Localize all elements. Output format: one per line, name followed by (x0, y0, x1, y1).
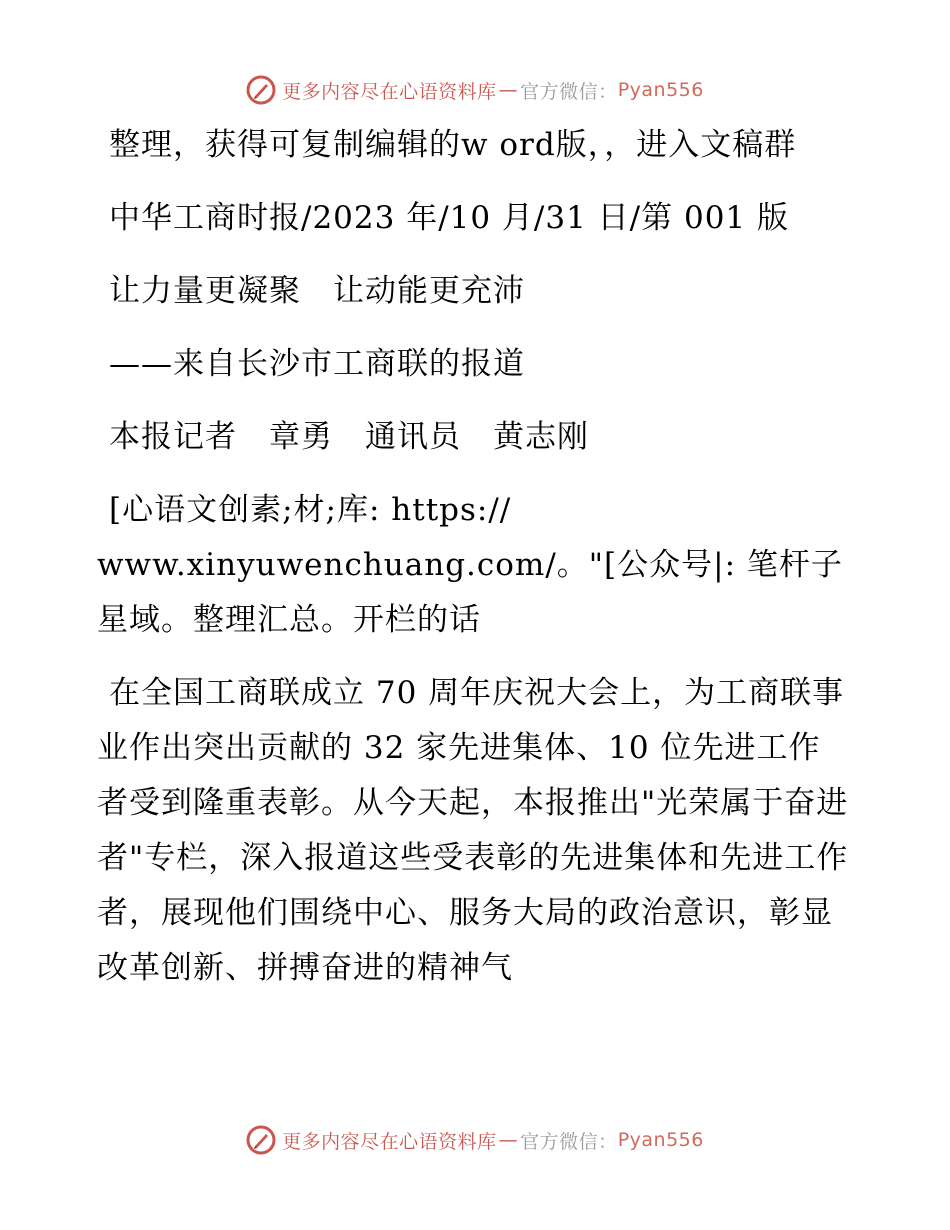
footer-watermark (0, 1120, 950, 1160)
publication-line: 中华工商时报/2023 年/10 月/31 日/第 001 版 (109, 200, 790, 236)
pen-logo-icon (246, 75, 276, 105)
watermark-text: 更多内容尽在心语资料库 (282, 80, 497, 103)
intro-line: 整理，获得可复制编辑的w ord版，，进入文稿群 (109, 127, 797, 163)
article-subtitle: ——来自长沙市工商联的报道 (109, 346, 525, 382)
byline: 本报记者 章勇 通讯员 黄志刚 (109, 419, 589, 455)
document-body (97, 118, 852, 996)
source-line: [心语文创素;材;库: https:// (109, 492, 512, 528)
watermark-text: 更多内容尽在心语资料库 (282, 1130, 497, 1153)
watermark-dash: — (498, 79, 519, 101)
pen-logo-icon (246, 1125, 276, 1155)
body-paragraph: 在全国工商联成立 70 周年庆祝大会上，为工商联事业作出突出贡献的 32 家先进集体、10 位先进工作者受到隆重表彰。从今天起，本报推出"光荣属于奋进者"专栏，深入报道这些受表彰的先进集体和先进工作者，展现他们围绕中心、服务大局的政治意识，彰显改革创新、拼搏奋进的精神气 (97, 675, 849, 986)
watermark-wechat-id: Pyan556 (617, 79, 704, 101)
watermark-wechat-id: Pyan556 (617, 1129, 704, 1151)
source-url-line: www.xinyuwenchuang.com/。"[公众号|: 笔杆子星域。整理汇总。开栏的话 (97, 547, 843, 638)
watermark-dash: — (498, 1129, 519, 1151)
header-watermark (0, 70, 950, 110)
watermark-label: 官方微信： (520, 1130, 618, 1153)
watermark-label: 官方微信： (520, 80, 618, 103)
article-title: 让力量更凝聚 让动能更充沛 (109, 273, 525, 309)
